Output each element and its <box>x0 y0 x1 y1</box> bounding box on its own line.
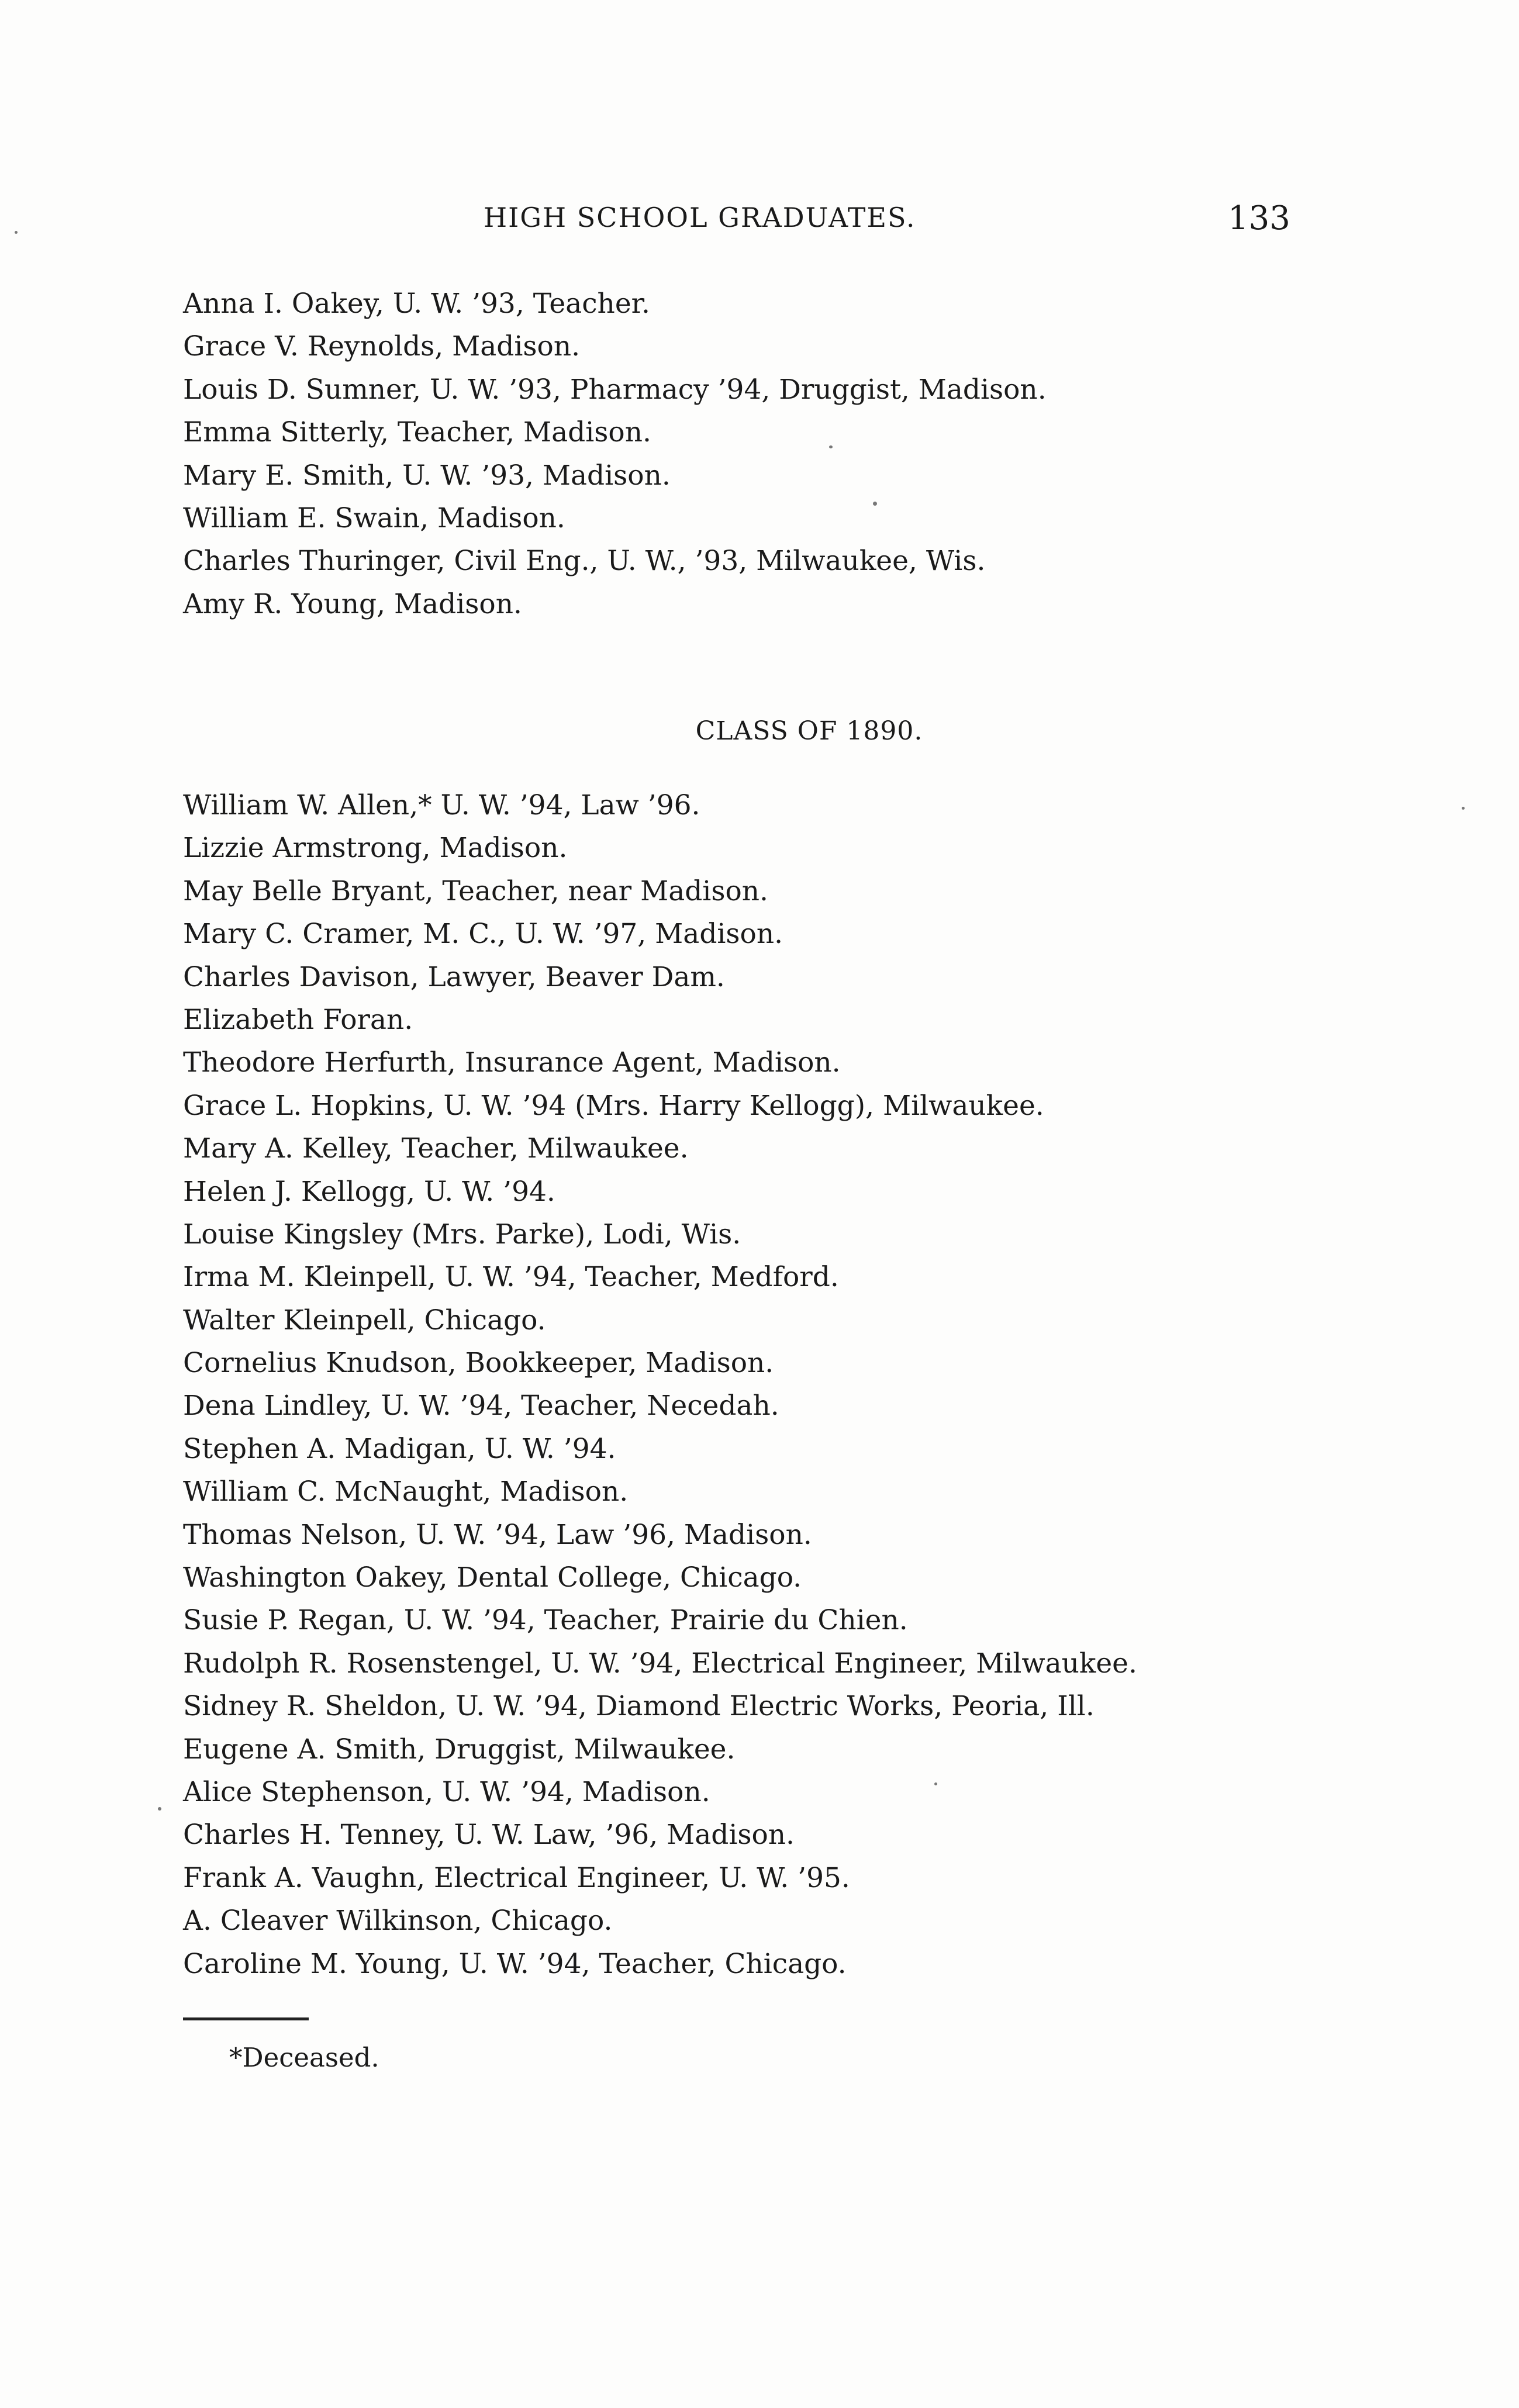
graduate-entry: Elizabeth Foran. <box>183 1003 413 1036</box>
graduate-entry: Anna I. Oakey, U. W. ’93, Teacher. <box>183 288 650 320</box>
scan-speck <box>15 231 18 234</box>
running-head <box>0 199 1519 243</box>
footnote: *Deceased. <box>229 2042 379 2073</box>
graduate-entry: Frank A. Vaughn, Electrical Engineer, U. W. ’95. <box>183 1861 850 1894</box>
graduate-entry: Dena Lindley, U. W. ’94, Teacher, Necedah. <box>183 1390 779 1422</box>
graduate-entry: Sidney R. Sheldon, U. W. ’94, Diamond Electric Works, Peoria, Ill. <box>183 1690 1095 1723</box>
graduate-entry: William E. Swain, Madison. <box>183 502 565 534</box>
class-1890-list <box>183 784 1137 1985</box>
graduate-entry: Mary C. Cramer, M. C., U. W. ’97, Madison. <box>183 918 783 951</box>
graduate-entry: Emma Sitterly, Teacher, Madison. <box>183 416 651 449</box>
graduate-entry: Louis D. Sumner, U. W. ’93, Pharmacy ’94, Druggist, Madison. <box>183 373 1047 406</box>
graduate-entry: May Belle Bryant, Teacher, near Madison. <box>183 875 768 907</box>
graduate-entry: Irma M. Kleinpell, U. W. ’94, Teacher, Medford. <box>183 1261 839 1294</box>
graduate-entry: Cornelius Knudson, Bookkeeper, Madison. <box>183 1347 774 1380</box>
running-title: HIGH SCHOOL GRADUATES. <box>484 202 916 233</box>
graduate-entry: A. Cleaver Wilkinson, Chicago. <box>183 1905 613 1937</box>
graduate-entry: Caroline M. Young, U. W. ’94, Teacher, Chicago. <box>183 1947 847 1980</box>
graduate-entry: Charles H. Tenney, U. W. Law, ’96, Madison. <box>183 1819 795 1851</box>
page-number: 133 <box>1228 199 1290 237</box>
scan-speck <box>1462 807 1465 810</box>
graduate-entry: Grace L. Hopkins, U. W. ’94 (Mrs. Harry Kellogg), Milwaukee. <box>183 1089 1044 1122</box>
graduate-entry: Eugene A. Smith, Druggist, Milwaukee. <box>183 1733 736 1766</box>
graduate-entry: Washington Oakey, Dental College, Chicago. <box>183 1561 802 1594</box>
graduate-entry: Amy R. Young, Madison. <box>183 588 522 620</box>
graduate-entry: Rudolph R. Rosenstengel, U. W. ’94, Electrical Engineer, Milwaukee. <box>183 1647 1137 1680</box>
footnote-rule <box>183 2017 309 2020</box>
graduate-entry: Charles Thuringer, Civil Eng., U. W., ’93, Milwaukee, Wis. <box>183 545 986 578</box>
graduate-entry: Grace V. Reynolds, Madison. <box>183 330 581 363</box>
graduate-entry: Theodore Herfurth, Insurance Agent, Madison. <box>183 1046 841 1079</box>
graduate-entry: Lizzie Armstrong, Madison. <box>183 832 568 865</box>
graduate-entry: Mary A. Kelley, Teacher, Milwaukee. <box>183 1132 689 1165</box>
graduate-entry: Helen J. Kellogg, U. W. ’94. <box>183 1175 555 1208</box>
graduate-entry: Stephen A. Madigan, U. W. ’94. <box>183 1432 616 1465</box>
class-heading: CLASS OF 1890. <box>695 716 923 746</box>
graduate-entry: Walter Kleinpell, Chicago. <box>183 1304 546 1336</box>
scan-speck <box>934 1782 937 1785</box>
graduate-entry: Susie P. Regan, U. W. ’94, Teacher, Prairie du Chien. <box>183 1604 908 1637</box>
graduate-entry: Mary E. Smith, U. W. ’93, Madison. <box>183 459 671 492</box>
scan-speck <box>829 445 833 448</box>
graduate-entry: Thomas Nelson, U. W. ’94, Law ’96, Madison. <box>183 1518 812 1551</box>
graduate-entry: William C. McNaught, Madison. <box>183 1476 629 1508</box>
scan-speck <box>873 502 877 506</box>
scan-speck <box>158 1807 161 1811</box>
graduate-entry: Louise Kingsley (Mrs. Parke), Lodi, Wis. <box>183 1218 741 1250</box>
continued-graduate-list <box>183 282 1047 626</box>
graduate-entry: Charles Davison, Lawyer, Beaver Dam. <box>183 961 725 993</box>
graduate-entry: William W. Allen,* U. W. ’94, Law ’96. <box>183 789 700 821</box>
graduate-entry: Alice Stephenson, U. W. ’94, Madison. <box>183 1775 710 1808</box>
